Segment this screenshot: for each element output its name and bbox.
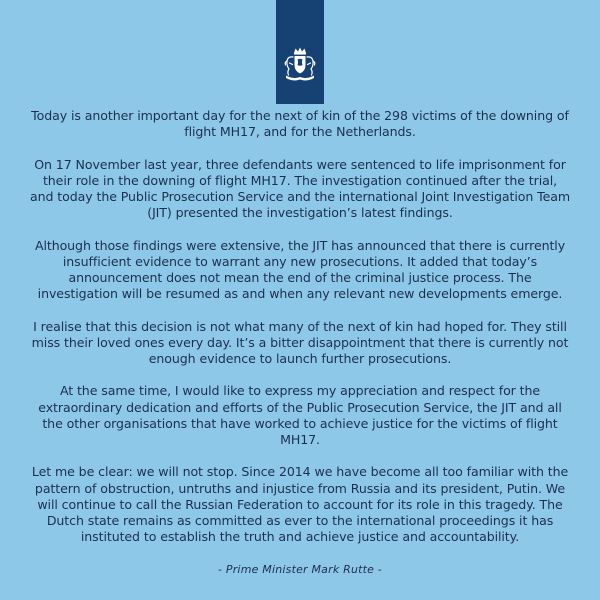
dutch-coat-of-arms-icon [280,44,320,84]
statement-paragraph-5: At the same time, I would like to express my appreciation and respect for the extraordinary dedication and efforts of the Public Prosecution Service, the JIT and all the other organisations that have worked to achieve justice for the victims of flight MH17. [38,383,562,447]
statement-body [30,108,570,578]
statement-paragraph-1: Today is another important day for the next of kin of the 298 victims of the downing of flight MH17, and for the Netherlands. [31,108,569,140]
statement-paragraph-3: Although those findings were extensive, the JIT has announced that there is currently insufficient evidence to warrant any new prosecutions. It added that today’s announcement does not mean the end of the criminal justice process. The investigation will be resumed as and when any relevant new developments emerge. [34,237,566,302]
signature-line: - Prime Minister Mark Rutte - [218,562,382,576]
statement-paragraph-4: I realise that this decision is not what many of the next of kin had hoped for. They still miss their loved ones every day. It’s a bitter disappointment that there is currently not enough evidence to launch further prosecutions. [31,318,569,366]
statement-paragraph-2: On 17 November last year, three defendants were sentenced to life imprisonment for their role in the downing of flight MH17. The investigation continued after the trial, and today the Public Prosecution Service and the international Joint Investigation Team (JIT) presented the investigation’s latest findings. [30,156,571,221]
government-logo-ribbon [276,0,324,104]
statement-paragraph-6: Let me be clear: we will not stop. Since 2014 we have become all too familiar with the pattern of obstruction, untruths and injustice from Russia and its president, Putin. We will continue to call the Russian Federation to account for its role in this tragedy. The Dutch state remains as committed as ever to the international proceedings it has instituted to establish the truth and achieve justice and accountability. [31,464,569,545]
